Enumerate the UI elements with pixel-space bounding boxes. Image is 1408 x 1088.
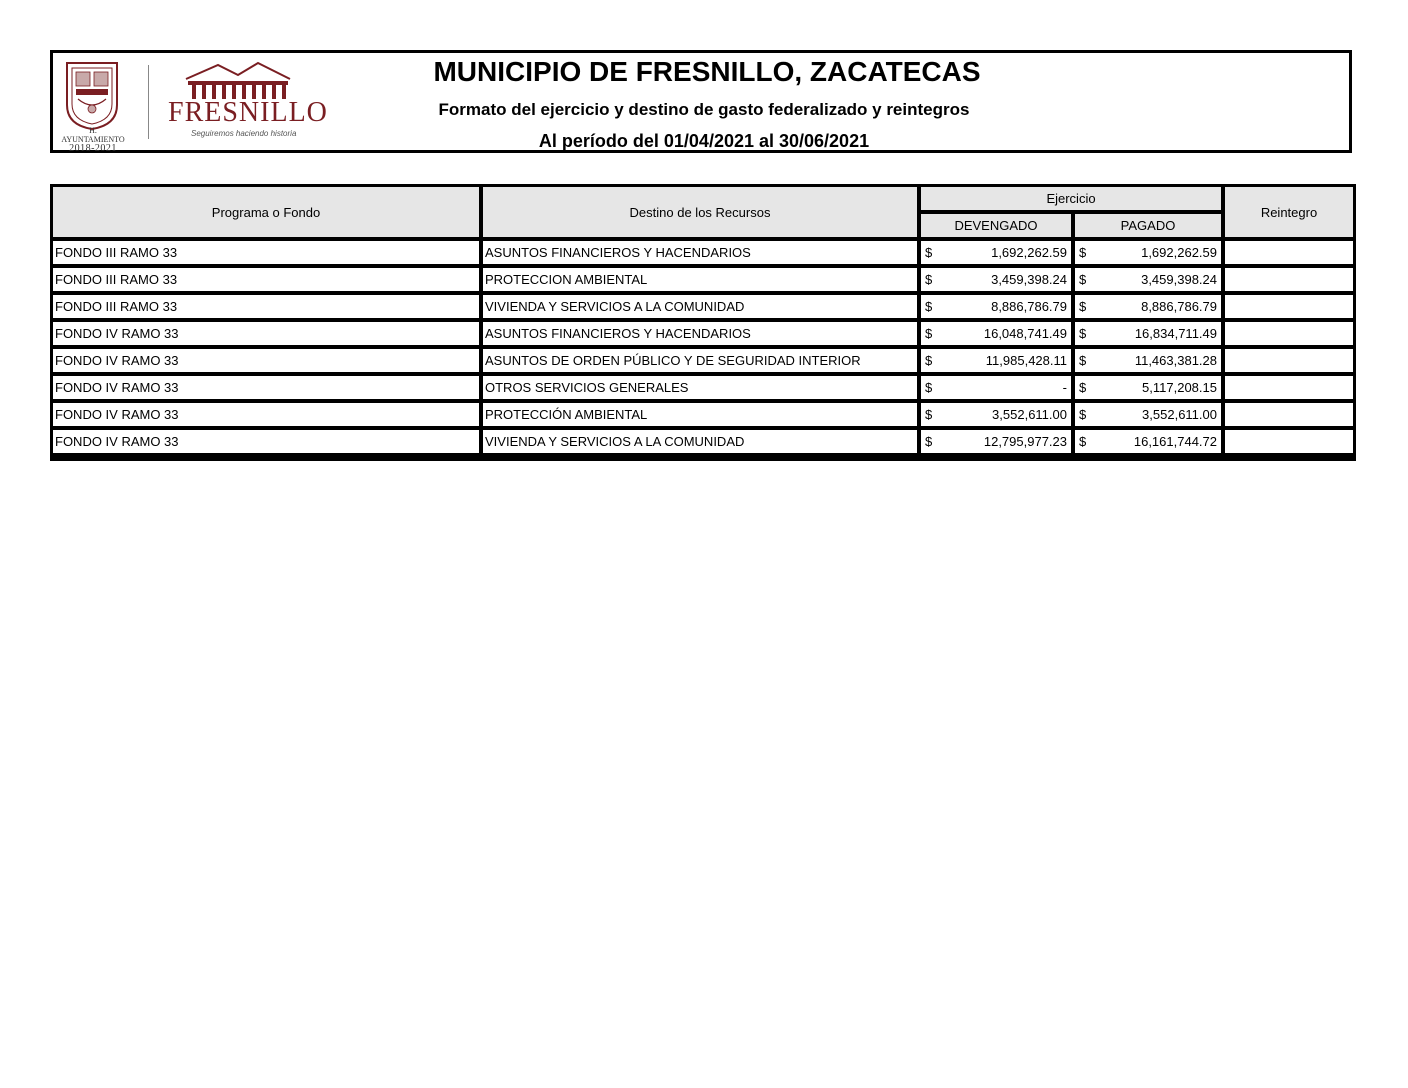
cell-reintegro [1225, 241, 1353, 264]
devengado-amount: 12,795,977.23 [983, 434, 1067, 449]
devengado-amount: 8,886,786.79 [991, 299, 1067, 314]
devengado-amount: 16,048,741.49 [983, 326, 1067, 341]
currency-symbol: $ [1079, 326, 1087, 341]
cell-destino [483, 295, 917, 318]
page-subtitle: Formato del ejercicio y destino de gasto federalizado y reintegros [438, 100, 970, 119]
cell-destino [483, 403, 917, 426]
cell-programa [53, 430, 479, 453]
cell-reintegro [1225, 376, 1353, 399]
header-programa: Programa o Fondo [53, 187, 479, 237]
brand-logo: FRESNILLO [168, 97, 328, 128]
expense-table [50, 184, 1356, 461]
page-title-text: MUNICIPIO DE FRESNILLO, ZACATECAS [433, 56, 981, 87]
destino-text: VIVIENDA Y SERVICIOS A LA COMUNIDAD [485, 434, 745, 449]
pagado-amount: 16,161,744.72 [1133, 434, 1217, 449]
programa-text: FONDO IV RAMO 33 [55, 434, 179, 449]
cell-destino [483, 268, 917, 291]
header-devengado: DEVENGADO [921, 214, 1071, 237]
destino-text: VIVIENDA Y SERVICIOS A LA COMUNIDAD [485, 299, 745, 314]
currency-symbol: $ [925, 299, 933, 314]
cell-reintegro [1225, 349, 1353, 372]
destino-text: OTROS SERVICIOS GENERALES [485, 380, 689, 395]
cell-destino [483, 349, 917, 372]
cell-devengado [921, 349, 1071, 372]
cell-reintegro [1225, 430, 1353, 453]
devengado-amount: 3,459,398.24 [991, 272, 1067, 287]
pagado-amount: 5,117,208.15 [1142, 380, 1217, 395]
programa-text: FONDO III RAMO 33 [55, 245, 178, 260]
brand-tagline: Seguiremos haciendo historia [191, 129, 297, 138]
ayuntamiento-years: 2018-2021 [69, 143, 117, 154]
currency-symbol: $ [1079, 272, 1087, 287]
currency-symbol: $ [925, 353, 933, 368]
programa-text: FONDO IV RAMO 33 [55, 407, 179, 422]
header-ejercicio: Ejercicio [921, 187, 1221, 210]
currency-symbol: $ [925, 326, 933, 341]
destino-text: ASUNTOS DE ORDEN PÚBLICO Y DE SEGURIDAD INTERIOR [485, 353, 861, 368]
cell-pagado [1075, 430, 1221, 453]
cell-programa [53, 376, 479, 399]
cell-programa [53, 241, 479, 264]
cell-devengado [921, 430, 1071, 453]
cell-reintegro [1225, 295, 1353, 318]
currency-symbol: $ [925, 245, 933, 260]
cell-pagado [1075, 403, 1221, 426]
devengado-amount: 11,985,428.11 [985, 353, 1067, 368]
header-pagado: PAGADO [1075, 214, 1221, 237]
cell-programa [53, 349, 479, 372]
devengado-amount: 3,552,611.00 [992, 407, 1067, 422]
destino-text: ASUNTOS FINANCIEROS Y HACENDARIOS [485, 326, 751, 341]
destino-text: PROTECCION AMBIENTAL [485, 272, 648, 287]
currency-symbol: $ [1079, 380, 1087, 395]
programa-text: FONDO III RAMO 33 [55, 299, 178, 314]
pagado-amount: 11,463,381.28 [1134, 353, 1217, 368]
destino-text: PROTECCIÓN AMBIENTAL [485, 407, 648, 422]
programa-text: FONDO IV RAMO 33 [55, 380, 179, 395]
cell-pagado [1075, 349, 1221, 372]
devengado-amount: 1,692,262.59 [991, 245, 1067, 260]
cell-pagado [1075, 295, 1221, 318]
cell-pagado [1075, 322, 1221, 345]
cell-devengado [921, 268, 1071, 291]
currency-symbol: $ [925, 380, 933, 395]
programa-text: FONDO III RAMO 33 [55, 272, 178, 287]
currency-symbol: $ [1079, 353, 1087, 368]
cell-devengado [921, 241, 1071, 264]
pagado-amount: 8,886,786.79 [1141, 299, 1217, 314]
ayuntamiento-text: H. AYUNTAMIENTO [61, 126, 125, 144]
pagado-amount: 16,834,711.49 [1134, 326, 1217, 341]
page-title [53, 56, 1355, 88]
cell-programa [53, 403, 479, 426]
currency-symbol: $ [925, 407, 933, 422]
document-header [50, 50, 1352, 153]
cell-pagado [1075, 376, 1221, 399]
devengado-amount: - [1062, 380, 1067, 395]
currency-symbol: $ [1079, 299, 1087, 314]
currency-symbol: $ [1079, 245, 1087, 260]
pagado-amount: 3,459,398.24 [1141, 272, 1217, 287]
pagado-amount: 1,692,262.59 [1141, 245, 1217, 260]
cell-pagado [1075, 268, 1221, 291]
header-destino: Destino de los Recursos [483, 187, 917, 237]
currency-symbol: $ [925, 434, 933, 449]
cell-reintegro [1225, 268, 1353, 291]
programa-text: FONDO IV RAMO 33 [55, 353, 179, 368]
currency-symbol: $ [1079, 407, 1087, 422]
cell-programa [53, 322, 479, 345]
cell-destino [483, 241, 917, 264]
cell-devengado [921, 403, 1071, 426]
pagado-amount: 3,552,611.00 [1142, 407, 1217, 422]
cell-destino [483, 376, 917, 399]
currency-symbol: $ [925, 272, 933, 287]
cell-devengado [921, 295, 1071, 318]
cell-reintegro [1225, 322, 1353, 345]
cell-programa [53, 295, 479, 318]
report-period: Al período del 01/04/2021 al 30/06/2021 [538, 131, 870, 151]
cell-devengado [921, 322, 1071, 345]
cell-destino [483, 430, 917, 453]
cell-programa [53, 268, 479, 291]
header-reintegro: Reintegro [1225, 187, 1353, 237]
cell-reintegro [1225, 403, 1353, 426]
currency-symbol: $ [1079, 434, 1087, 449]
cell-destino [483, 322, 917, 345]
destino-text: ASUNTOS FINANCIEROS Y HACENDARIOS [485, 245, 751, 260]
cell-devengado [921, 376, 1071, 399]
programa-text: FONDO IV RAMO 33 [55, 326, 179, 341]
cell-pagado [1075, 241, 1221, 264]
